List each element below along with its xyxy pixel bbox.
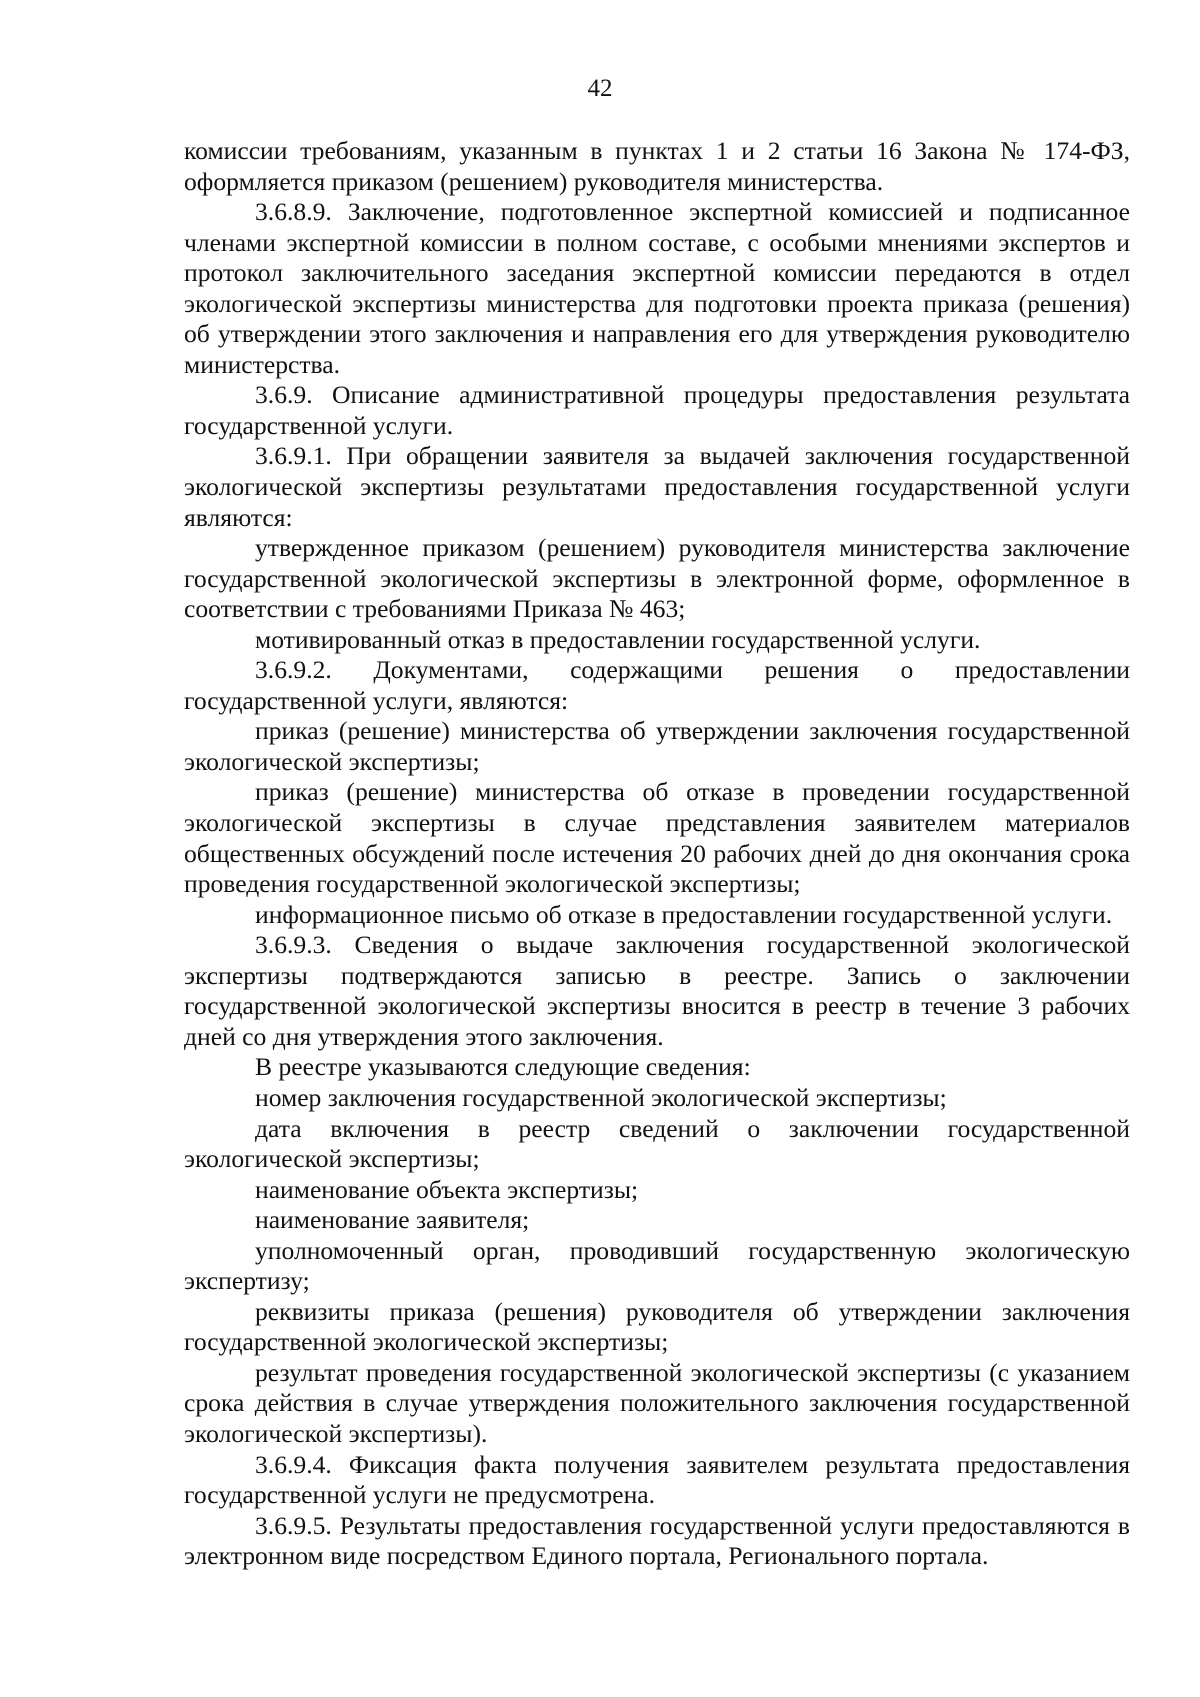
paragraph: мотивированный отказ в предоставлении государственной услуги. [255,624,981,654]
paragraph: 3.6.8.9. Заключение, подготовленное экспертной комиссией и подписанное членами экспертной комиссии в полном составе, с особыми мнениями экспертов и протокол заключительного заседания экспертной комиссии передаются в отдел экологической экспертизы министерства для подготовки проекта приказа (решения) об утверждении этого заключения и направления его для утверждения руководителю министерства. [184,197,1130,379]
page-number: 42 [587,75,613,102]
paragraph: наименование заявителя; [255,1205,530,1235]
paragraph: 3.6.9.5. Результаты предоставления государственной услуги предоставляются в электронном виде посредством Единого портала, Регионального портала. [184,1510,1130,1571]
paragraph: комиссии требованиям, указанным в пунктах 1 и 2 статьи 16 Закона № 174-ФЗ, оформляется приказом (решением) руководителя министерства. [184,136,1130,196]
paragraph: В реестре указываются следующие сведения: [255,1052,751,1082]
paragraph: дата включения в реестр сведений о заключении государственной экологической экспертизы; [184,1113,1130,1174]
paragraph: 3.6.9. Описание административной процедуры предоставления результата государственной услуги. [184,380,1130,440]
paragraph: приказ (решение) министерства об утверждении заключения государственной экологической экспертизы; [184,716,1130,776]
paragraph: 3.6.9.3. Сведения о выдаче заключения государственной экологической экспертизы подтверждаются записью в реестре. Запись о заключении государственной экологической экспертизы вносится в реестр в течение 3 рабочих дней со дня утверждения этого заключения. [184,930,1130,1051]
document-body [184,136,1130,1572]
paragraph: уполномоченный орган, проводивший государственную экологическую экспертизу; [184,1235,1130,1296]
paragraph: наименование объекта экспертизы; [255,1174,639,1204]
paragraph: реквизиты приказа (решения) руководителя об утверждении заключения государственной экологической экспертизы; [184,1296,1130,1357]
paragraph: утвержденное приказом (решением) руководителя министерства заключение государственной экологической экспертизы в электронной форме, оформленное в соответствии с требованиями Приказа № 463; [184,533,1130,624]
paragraph: приказ (решение) министерства об отказе в проведении государственной экологической экспертизы в случае представления заявителем материалов общественных обсуждений после истечения 20 рабочих дней до дня окончания срока проведения государственной экологической экспертизы; [184,777,1130,899]
paragraph: 3.6.9.2. Документами, содержащими решения о предоставлении государственной услуги, являются: [184,655,1130,715]
paragraph: результат проведения государственной экологической экспертизы (с указанием срока действия в случае утверждения положительного заключения государственной экологической экспертизы). [184,1357,1130,1448]
paragraph: информационное письмо об отказе в предоставлении государственной услуги. [255,899,1113,929]
paragraph: 3.6.9.4. Фиксация факта получения заявителем результата предоставления государственной услуги не предусмотрена. [184,1449,1130,1510]
paragraph: 3.6.9.1. При обращении заявителя за выдачей заключения государственной экологической экспертизы результатами предоставления государственной услуги являются: [184,441,1130,532]
paragraph: номер заключения государственной экологической экспертизы; [255,1082,947,1112]
